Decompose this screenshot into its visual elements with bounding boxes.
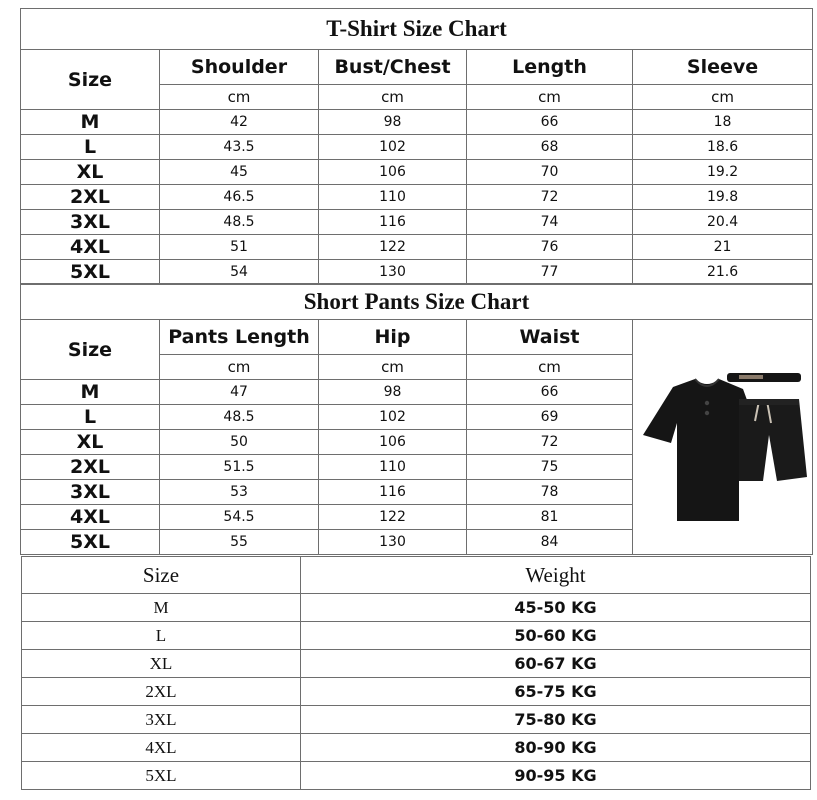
value-cell: 98 (319, 380, 467, 405)
pants-size-chart (20, 283, 813, 555)
pants-unit: cm (319, 355, 467, 380)
value-cell: 45 (160, 160, 319, 185)
size-cell: 2XL (21, 455, 160, 480)
value-cell: 21 (633, 235, 813, 260)
tshirt-size-chart (20, 8, 813, 285)
pants-size-header: Size (21, 320, 160, 380)
value-cell: 69 (467, 405, 633, 430)
value-cell: 130 (319, 530, 467, 555)
value-cell: 98 (319, 110, 467, 135)
tshirt-unit: cm (467, 85, 633, 110)
weight-cell: 75-80 KG (301, 706, 811, 734)
weight-cell: 90-95 KG (301, 762, 811, 790)
weight-cell: 50-60 KG (301, 622, 811, 650)
pants-col-header: Waist (467, 320, 633, 355)
size-cell: L (21, 405, 160, 430)
value-cell: 48.5 (160, 405, 319, 430)
size-cell: M (21, 380, 160, 405)
value-cell: 106 (319, 160, 467, 185)
value-cell: 116 (319, 210, 467, 235)
value-cell: 51.5 (160, 455, 319, 480)
value-cell: 47 (160, 380, 319, 405)
value-cell: 75 (467, 455, 633, 480)
table-row (21, 185, 813, 210)
weight-size-chart (21, 556, 811, 790)
weight-cell: 80-90 KG (301, 734, 811, 762)
tshirt-unit: cm (160, 85, 319, 110)
tshirt-col-header: Shoulder (160, 50, 319, 85)
size-cell: 3XL (22, 706, 301, 734)
weight-cell: 45-50 KG (301, 594, 811, 622)
value-cell: 122 (319, 235, 467, 260)
value-cell: 54.5 (160, 505, 319, 530)
value-cell: 53 (160, 480, 319, 505)
tshirt-button (704, 411, 708, 415)
value-cell: 77 (467, 260, 633, 285)
table-row (22, 734, 811, 762)
table-row (21, 210, 813, 235)
table-row (22, 650, 811, 678)
value-cell: 43.5 (160, 135, 319, 160)
size-cell: L (21, 135, 160, 160)
tshirt-shorts-photo-icon (635, 337, 811, 537)
tshirt-chart-title: T-Shirt Size Chart (21, 9, 813, 50)
value-cell: 19.8 (633, 185, 813, 210)
pants-chart-title: Short Pants Size Chart (21, 284, 813, 320)
value-cell: 42 (160, 110, 319, 135)
shorts-shape (739, 399, 807, 481)
value-cell: 20.4 (633, 210, 813, 235)
value-cell: 78 (467, 480, 633, 505)
value-cell: 66 (467, 380, 633, 405)
value-cell: 18.6 (633, 135, 813, 160)
size-cell: L (22, 622, 301, 650)
shorts-waistband (739, 399, 799, 405)
tshirt-button (704, 401, 708, 405)
size-cell: XL (21, 160, 160, 185)
table-row (22, 594, 811, 622)
value-cell: 130 (319, 260, 467, 285)
value-cell: 51 (160, 235, 319, 260)
value-cell: 21.6 (633, 260, 813, 285)
value-cell: 50 (160, 430, 319, 455)
pants-unit: cm (160, 355, 319, 380)
value-cell: 122 (319, 505, 467, 530)
value-cell: 81 (467, 505, 633, 530)
weight-cell: 65-75 KG (301, 678, 811, 706)
value-cell: 74 (467, 210, 633, 235)
value-cell: 106 (319, 430, 467, 455)
value-cell: 102 (319, 405, 467, 430)
value-cell: 70 (467, 160, 633, 185)
table-row (22, 762, 811, 790)
table-row (21, 135, 813, 160)
weight-cell: 60-67 KG (301, 650, 811, 678)
product-tag (727, 373, 801, 382)
size-cell: XL (22, 650, 301, 678)
size-cell: 4XL (22, 734, 301, 762)
value-cell: 48.5 (160, 210, 319, 235)
table-row (22, 622, 811, 650)
size-cell: M (22, 594, 301, 622)
table-row (21, 235, 813, 260)
table-row (21, 260, 813, 285)
size-cell: 5XL (21, 260, 160, 285)
value-cell: 68 (467, 135, 633, 160)
size-cell: 5XL (22, 762, 301, 790)
value-cell: 110 (319, 185, 467, 210)
value-cell: 55 (160, 530, 319, 555)
size-cell: 3XL (21, 480, 160, 505)
size-cell: M (21, 110, 160, 135)
tshirt-unit: cm (319, 85, 467, 110)
size-cell: 4XL (21, 235, 160, 260)
value-cell: 84 (467, 530, 633, 555)
size-cell: 3XL (21, 210, 160, 235)
table-row (22, 678, 811, 706)
size-cell: 4XL (21, 505, 160, 530)
table-row (21, 160, 813, 185)
tshirt-col-header: Length (467, 50, 633, 85)
size-cell: XL (21, 430, 160, 455)
weight-size-header: Size (22, 557, 301, 594)
product-photo (633, 320, 813, 555)
pants-col-header: Pants Length (160, 320, 319, 355)
tshirt-col-header: Sleeve (633, 50, 813, 85)
tshirt-unit: cm (633, 85, 813, 110)
table-row (22, 706, 811, 734)
value-cell: 76 (467, 235, 633, 260)
weight-header: Weight (301, 557, 811, 594)
value-cell: 19.2 (633, 160, 813, 185)
size-cell: 2XL (22, 678, 301, 706)
value-cell: 116 (319, 480, 467, 505)
table-row (21, 110, 813, 135)
pants-col-header: Hip (319, 320, 467, 355)
tshirt-col-header: Bust/Chest (319, 50, 467, 85)
value-cell: 46.5 (160, 185, 319, 210)
value-cell: 72 (467, 185, 633, 210)
value-cell: 72 (467, 430, 633, 455)
value-cell: 102 (319, 135, 467, 160)
value-cell: 18 (633, 110, 813, 135)
value-cell: 54 (160, 260, 319, 285)
product-tag-detail (739, 375, 763, 379)
pants-unit: cm (467, 355, 633, 380)
value-cell: 66 (467, 110, 633, 135)
size-cell: 5XL (21, 530, 160, 555)
size-cell: 2XL (21, 185, 160, 210)
value-cell: 110 (319, 455, 467, 480)
tshirt-size-header: Size (21, 50, 160, 110)
